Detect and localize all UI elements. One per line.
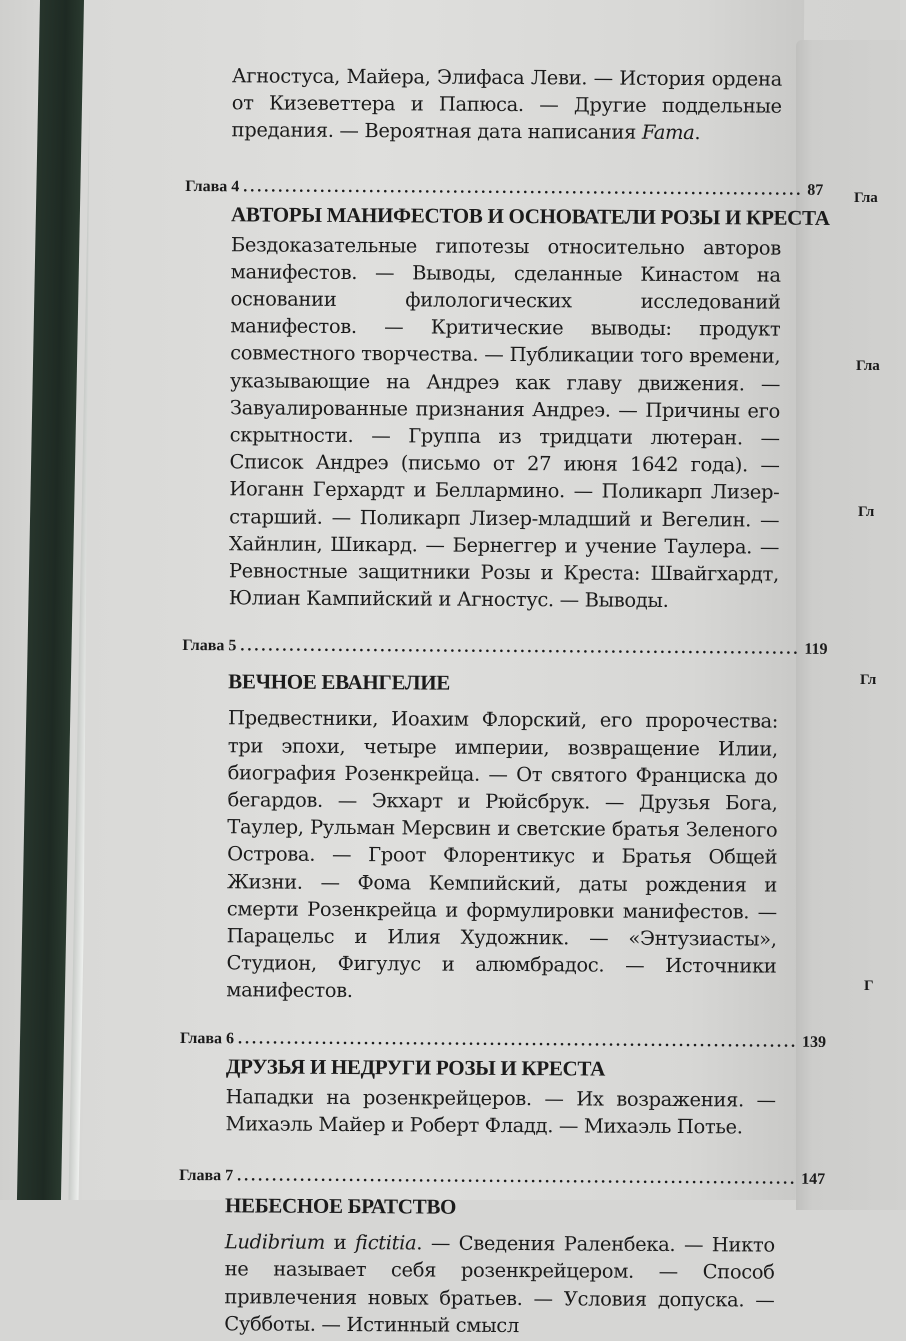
chapter-title: ДРУЗЬЯ И НЕДРУГИ РОЗЫ И КРЕСТА [225, 1053, 606, 1081]
chapter-title: НЕБЕСНОЕ БРАТСТВО [224, 1193, 457, 1219]
facing-page-chapter-stub: Гл [860, 672, 877, 688]
chapter-summary: Предвестники, Иоахим Флорский, его пророчества: три эпохи, четыре империи, возвращение Илии, биография Розенкрейца. — От святого Франциска до бегардов. — Экхарт и Рюйсбрук. — Друзья Бога, Таулер, Рульман Мерсвин и светские братья Зеленого Острова. — Гроот Флорентикус и Братья Общей Жизни. — Фома Кемпийский, даты рождения и смерти Розенкрейца и формулировки манифестов. — Парацельс и Илия Художник. — «Энтузиасты», Студион, Фигулус и алюмбрадос. — Источники манифестов. [226, 706, 779, 1003]
toc-entry-chapter-6[interactable] [179, 1022, 827, 1052]
chapter-page-number: 139 [801, 1033, 827, 1051]
chapter-title: ВЕЧНОЕ ЕВАНГЕЛИЕ [228, 669, 451, 696]
chapter-summary: Ludibrium и fictitia. — Сведения Раленбека. — Никто не называет себя розенкрейцером. — Способ привлечения новых братьев. — Условия допуска. — Субботы. — Истинный смысл [224, 1230, 775, 1337]
facing-page-chapter-stub: Г [864, 978, 874, 994]
facing-page-chapter-stub: Гл [858, 504, 875, 520]
chapter-page-number: 119 [804, 641, 828, 659]
chapter-summary: Бездоказательные гипотезы относительно авторов манифестов. — Выводы, сделанные Кинастом на основании филологических исследований манифестов. — Критические выводы: продукт совместного творчества. — Публикации того времени, указывающие на Андреэ как главу движения. — Завуалированные признания Андреэ. — Причины его скрытности. — Группа из тридцати лютеран. — Список Андреэ (письмо от 27 июня 1642 года). — Иоганн Герхардт и Беллармино. — Поликарп Лизер-старший. — Поликарп Лизер-младший и Вегелин. — Хайнлин, Шикард. — Бернеггер и учение Таулера. — Ревностные защитники Розы и Креста: Швайгхардт, Юлиан Кампийский и Агностус. — Выводы. [228, 232, 781, 613]
leader-dots: ................................................................................ [243, 177, 804, 199]
toc-entry-chapter-4[interactable] [185, 170, 824, 200]
chapter-page-number: 87 [807, 181, 824, 199]
toc-entry-chapter-7[interactable] [179, 1159, 826, 1189]
chapter-label: Глава 7 [179, 1167, 234, 1185]
leader-dots: ................................................................................ [237, 1030, 799, 1051]
leader-dots: ................................................................................ [237, 1167, 798, 1188]
facing-page-chapter-stub: Гла [854, 190, 878, 206]
chapter-label: Глава 5 [182, 637, 237, 655]
facing-page-chapter-stub: Гла [856, 358, 880, 374]
chapter-page-number: 147 [801, 1170, 826, 1189]
leader-dots: ................................................................................ [240, 637, 801, 659]
toc-entry-chapter-5[interactable] [182, 629, 828, 659]
chapter-3-summary-tail: Агностуса, Майера, Элифаса Леви. — История ордена от Кизеветтера и Папюса. — Другие поддельные предания. — Вероятная дата написания Fama. [231, 64, 782, 145]
chapter-label: Глава 4 [185, 177, 240, 195]
chapter-summary: Нападки на розенкрейцеров. — Их возражения. — Михаэль Майер и Роберт Фладд. — Михаэль Потье. [225, 1084, 776, 1139]
table-of-contents [178, 62, 830, 1341]
chapter-label: Глава 6 [179, 1029, 235, 1047]
chapter-title: АВТОРЫ МАНИФЕСТОВ И ОСНОВАТЕЛИ РОЗЫ И КРЕСТА [230, 201, 830, 230]
